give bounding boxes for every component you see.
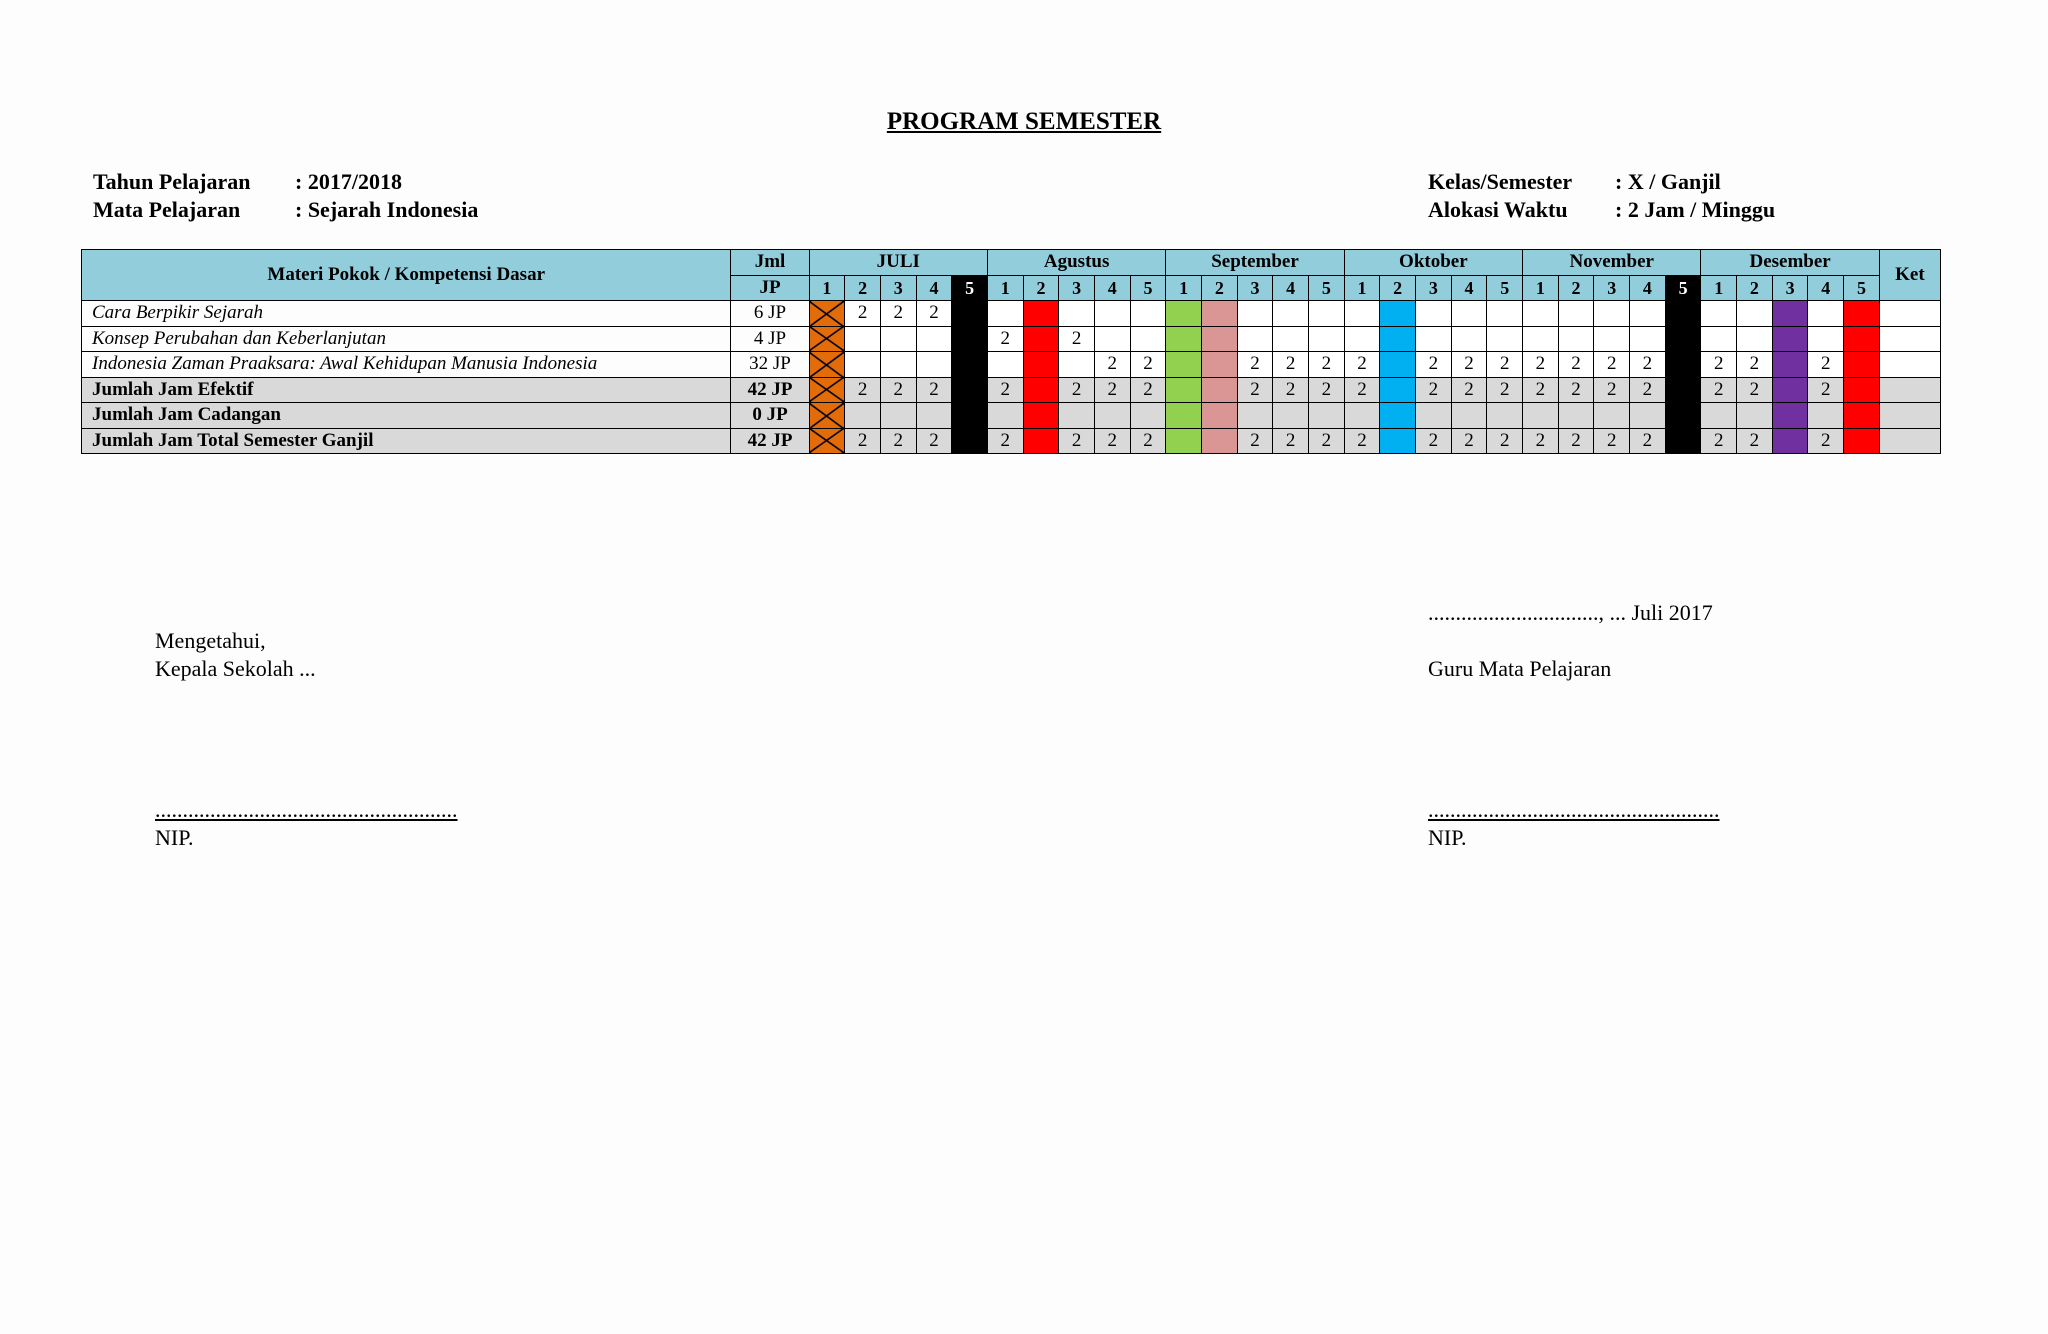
month-header: Agustus [987, 250, 1165, 276]
week-cell [952, 403, 988, 429]
week-cell: 2 [1273, 377, 1309, 403]
week-cell [1665, 326, 1701, 352]
week-header: 4 [916, 275, 952, 301]
week-cell [880, 326, 916, 352]
week-cell [1201, 326, 1237, 352]
week-header: 1 [987, 275, 1023, 301]
week-cell [1094, 301, 1130, 327]
week-cell: 2 [1451, 428, 1487, 454]
week-cell [987, 352, 1023, 378]
week-header: 1 [1166, 275, 1202, 301]
week-cell [1201, 352, 1237, 378]
week-cell [1630, 403, 1666, 429]
week-cell [1558, 326, 1594, 352]
week-cell [1166, 352, 1202, 378]
week-cell [1416, 403, 1452, 429]
week-cell [1273, 403, 1309, 429]
ket-cell [1879, 352, 1940, 378]
header-jp: JP [731, 275, 809, 301]
week-header: 5 [1309, 275, 1345, 301]
week-header: 2 [1380, 275, 1416, 301]
jp-cell: 42 JP [731, 428, 809, 454]
week-cell [1844, 377, 1880, 403]
info-right [1428, 168, 1775, 224]
week-cell [1130, 326, 1166, 352]
jp-cell: 32 JP [731, 352, 809, 378]
week-cell: 2 [1130, 377, 1166, 403]
materi-cell: Jumlah Jam Total Semester Ganjil [82, 428, 731, 454]
header-ket: Ket [1879, 250, 1940, 301]
materi-cell: Cara Berpikir Sejarah [82, 301, 731, 327]
info-left [93, 168, 478, 224]
week-cell [1059, 403, 1095, 429]
week-cell [1451, 403, 1487, 429]
week-cell [1309, 403, 1345, 429]
week-cell [1094, 403, 1130, 429]
week-cell [1273, 326, 1309, 352]
info-value: : Sejarah Indonesia [295, 197, 479, 222]
week-cell [1772, 352, 1808, 378]
info-label: Mata Pelajaran [93, 197, 241, 222]
week-cell: 2 [1130, 428, 1166, 454]
week-cell: 2 [1416, 352, 1452, 378]
week-header: 3 [1594, 275, 1630, 301]
week-cell [809, 352, 845, 378]
month-header: November [1523, 250, 1701, 276]
week-cell [1808, 403, 1844, 429]
week-cell: 2 [1094, 428, 1130, 454]
month-header: JULI [809, 250, 987, 276]
signature-date: ..............................., ... Juli 2017 [1428, 600, 1713, 625]
signature-left [155, 627, 316, 683]
week-cell: 2 [1237, 377, 1273, 403]
week-cell [1772, 326, 1808, 352]
week-header: 2 [1023, 275, 1059, 301]
week-cell [1237, 301, 1273, 327]
week-cell [952, 326, 988, 352]
week-cell: 2 [1094, 352, 1130, 378]
week-cell: 2 [1451, 352, 1487, 378]
week-cell [1380, 428, 1416, 454]
week-cell [1665, 428, 1701, 454]
week-header: 3 [880, 275, 916, 301]
week-cell: 2 [1416, 377, 1452, 403]
week-cell [1023, 403, 1059, 429]
week-cell [1166, 326, 1202, 352]
week-cell: 2 [1523, 428, 1559, 454]
week-header: 4 [1273, 275, 1309, 301]
week-cell [1772, 377, 1808, 403]
week-cell [1701, 403, 1737, 429]
week-cell [1130, 301, 1166, 327]
week-cell [1594, 301, 1630, 327]
week-cell [1844, 428, 1880, 454]
week-cell [1059, 301, 1095, 327]
week-cell [1094, 326, 1130, 352]
week-header: 5 [952, 275, 988, 301]
week-cell [1451, 326, 1487, 352]
week-cell: 2 [987, 428, 1023, 454]
week-cell: 2 [1558, 428, 1594, 454]
table-row [82, 301, 1941, 327]
week-cell [1630, 301, 1666, 327]
week-cell [880, 352, 916, 378]
week-cell [1487, 301, 1523, 327]
week-cell [1201, 301, 1237, 327]
week-cell: 2 [845, 428, 881, 454]
week-cell: 2 [1130, 352, 1166, 378]
week-header: 3 [1059, 275, 1095, 301]
info-label: Tahun Pelajaran [93, 169, 251, 194]
table-row [82, 326, 1941, 352]
week-cell: 2 [1487, 352, 1523, 378]
week-cell [1380, 403, 1416, 429]
week-cell: 2 [1309, 428, 1345, 454]
nip-label: NIP. [155, 825, 194, 850]
week-cell [1523, 301, 1559, 327]
week-cell [1558, 403, 1594, 429]
page-title: PROGRAM SEMESTER [886, 108, 1162, 135]
week-cell [809, 377, 845, 403]
week-cell [809, 403, 845, 429]
week-header: 4 [1808, 275, 1844, 301]
week-cell [1166, 301, 1202, 327]
week-header: 2 [1737, 275, 1773, 301]
week-header: 3 [1772, 275, 1808, 301]
week-cell: 2 [1594, 428, 1630, 454]
week-cell [809, 301, 845, 327]
summary-row [82, 428, 1941, 454]
mengetahui-label: Mengetahui, [155, 628, 266, 653]
info-row-mapel [93, 196, 478, 224]
summary-row [82, 403, 1941, 429]
info-label: Kelas/Semester [1428, 169, 1573, 194]
signature-line: ....................................................... [155, 797, 458, 822]
ket-cell [1879, 377, 1940, 403]
week-cell [1558, 301, 1594, 327]
week-cell [1772, 428, 1808, 454]
week-cell [845, 352, 881, 378]
summary-row [82, 377, 1941, 403]
week-cell [1665, 403, 1701, 429]
week-header: 1 [1344, 275, 1380, 301]
week-cell: 2 [1558, 352, 1594, 378]
month-header: Desember [1701, 250, 1879, 276]
jp-cell: 0 JP [731, 403, 809, 429]
week-cell [1844, 301, 1880, 327]
week-cell [1737, 301, 1773, 327]
jp-cell: 6 JP [731, 301, 809, 327]
week-cell [987, 403, 1023, 429]
month-header: Oktober [1344, 250, 1522, 276]
week-header: 5 [1665, 275, 1701, 301]
week-cell: 2 [1344, 428, 1380, 454]
week-header: 4 [1630, 275, 1666, 301]
materi-cell: Jumlah Jam Cadangan [82, 403, 731, 429]
week-cell [1416, 326, 1452, 352]
week-cell: 2 [1273, 428, 1309, 454]
week-cell [1808, 301, 1844, 327]
week-cell: 2 [916, 301, 952, 327]
materi-cell: Jumlah Jam Efektif [82, 377, 731, 403]
week-header: 1 [1523, 275, 1559, 301]
week-cell: 2 [1273, 352, 1309, 378]
week-cell: 2 [1309, 377, 1345, 403]
week-cell [952, 428, 988, 454]
week-header: 5 [1844, 275, 1880, 301]
week-cell: 2 [1059, 428, 1095, 454]
week-cell [1309, 301, 1345, 327]
week-cell [880, 403, 916, 429]
week-cell [1772, 301, 1808, 327]
week-cell: 2 [1237, 352, 1273, 378]
semester-table [81, 249, 1941, 454]
week-cell: 2 [1451, 377, 1487, 403]
jp-cell: 4 JP [731, 326, 809, 352]
week-cell [1380, 301, 1416, 327]
week-cell: 2 [1059, 326, 1095, 352]
week-cell: 2 [1558, 377, 1594, 403]
week-cell [1201, 428, 1237, 454]
info-label: Alokasi Waktu [1428, 197, 1568, 222]
signature-left-name [155, 796, 458, 852]
week-cell [1166, 428, 1202, 454]
nip-label: NIP. [1428, 825, 1467, 850]
week-cell [1737, 403, 1773, 429]
week-cell [952, 352, 988, 378]
week-header: 2 [1201, 275, 1237, 301]
week-cell: 2 [1808, 352, 1844, 378]
week-header: 4 [1451, 275, 1487, 301]
ket-cell [1879, 403, 1940, 429]
week-cell: 2 [1701, 428, 1737, 454]
week-cell [1059, 352, 1095, 378]
header-jml: Jml [731, 250, 809, 276]
week-cell: 2 [1059, 377, 1095, 403]
week-cell: 2 [1737, 377, 1773, 403]
week-cell [1023, 326, 1059, 352]
week-cell: 2 [1808, 428, 1844, 454]
week-cell: 2 [1344, 377, 1380, 403]
week-cell [1273, 301, 1309, 327]
week-cell: 2 [1737, 352, 1773, 378]
week-cell [1701, 301, 1737, 327]
week-header: 1 [809, 275, 845, 301]
week-header: 2 [845, 275, 881, 301]
week-cell: 2 [987, 377, 1023, 403]
week-cell [952, 301, 988, 327]
week-cell [1487, 326, 1523, 352]
week-cell [1737, 326, 1773, 352]
week-cell [1808, 326, 1844, 352]
info-value: : 2 Jam / Minggu [1615, 197, 1776, 222]
week-cell [845, 403, 881, 429]
week-header: 4 [1094, 275, 1130, 301]
week-cell [1630, 326, 1666, 352]
week-cell: 2 [1523, 377, 1559, 403]
week-cell [1023, 352, 1059, 378]
materi-cell: Konsep Perubahan dan Keberlanjutan [82, 326, 731, 352]
materi-cell: Indonesia Zaman Praaksara: Awal Kehidupan Manusia Indonesia [82, 352, 731, 378]
signature-line: ..................................................... [1428, 797, 1720, 822]
ket-cell [1879, 326, 1940, 352]
week-cell: 2 [1487, 377, 1523, 403]
week-header: 3 [1237, 275, 1273, 301]
week-cell: 2 [1808, 377, 1844, 403]
info-row-alokasi [1428, 196, 1775, 224]
kepala-sekolah-label: Kepala Sekolah ... [155, 656, 316, 681]
week-cell [1523, 326, 1559, 352]
week-cell [1451, 301, 1487, 327]
week-cell [916, 352, 952, 378]
info-row-kelas [1428, 168, 1775, 196]
week-cell [952, 377, 988, 403]
week-cell [1844, 326, 1880, 352]
week-cell: 2 [1630, 352, 1666, 378]
week-header: 5 [1130, 275, 1166, 301]
signature-right-name [1428, 796, 1720, 852]
week-cell [1487, 403, 1523, 429]
week-cell: 2 [916, 428, 952, 454]
week-cell [1380, 377, 1416, 403]
guru-label: Guru Mata Pelajaran [1428, 656, 1612, 681]
info-value: : 2017/2018 [295, 169, 402, 194]
week-cell [1701, 326, 1737, 352]
info-value: : X / Ganjil [1615, 169, 1721, 194]
header-materi: Materi Pokok / Kompetensi Dasar [82, 250, 731, 301]
week-cell [1344, 301, 1380, 327]
week-cell: 2 [1237, 428, 1273, 454]
week-cell [1523, 403, 1559, 429]
week-cell [1594, 403, 1630, 429]
week-cell: 2 [1487, 428, 1523, 454]
week-cell [1023, 377, 1059, 403]
week-cell [1166, 377, 1202, 403]
week-cell [1380, 352, 1416, 378]
week-cell [1237, 326, 1273, 352]
week-cell [987, 301, 1023, 327]
week-cell [1594, 326, 1630, 352]
week-cell: 2 [916, 377, 952, 403]
week-cell: 2 [880, 301, 916, 327]
week-cell: 2 [1630, 428, 1666, 454]
week-header: 2 [1558, 275, 1594, 301]
week-cell [1665, 352, 1701, 378]
week-cell [1201, 403, 1237, 429]
week-header: 5 [1487, 275, 1523, 301]
week-cell: 2 [987, 326, 1023, 352]
month-header: September [1166, 250, 1344, 276]
week-cell [809, 326, 845, 352]
week-cell: 2 [1701, 377, 1737, 403]
week-cell [1309, 326, 1345, 352]
week-cell [1416, 301, 1452, 327]
jp-cell: 42 JP [731, 377, 809, 403]
week-cell: 2 [1630, 377, 1666, 403]
week-cell [1344, 403, 1380, 429]
week-cell [1665, 301, 1701, 327]
week-cell: 2 [1344, 352, 1380, 378]
week-cell [1772, 403, 1808, 429]
week-cell: 2 [1701, 352, 1737, 378]
table-row [82, 352, 1941, 378]
week-cell [1166, 403, 1202, 429]
week-cell [1130, 403, 1166, 429]
week-cell: 2 [1309, 352, 1345, 378]
week-header: 3 [1416, 275, 1452, 301]
week-cell [1344, 326, 1380, 352]
week-cell: 2 [845, 377, 881, 403]
week-cell: 2 [880, 428, 916, 454]
ket-cell [1879, 301, 1940, 327]
week-cell [1237, 403, 1273, 429]
week-cell: 2 [845, 301, 881, 327]
week-header: 1 [1701, 275, 1737, 301]
week-cell: 2 [1594, 352, 1630, 378]
week-cell [916, 326, 952, 352]
week-cell: 2 [1523, 352, 1559, 378]
week-cell: 2 [1416, 428, 1452, 454]
week-cell [809, 428, 845, 454]
week-cell [916, 403, 952, 429]
week-cell [1665, 377, 1701, 403]
week-cell [1023, 301, 1059, 327]
week-cell [1380, 326, 1416, 352]
week-cell [1844, 403, 1880, 429]
week-cell [1201, 377, 1237, 403]
week-cell: 2 [1094, 377, 1130, 403]
week-cell: 2 [1594, 377, 1630, 403]
week-cell: 2 [880, 377, 916, 403]
week-cell [845, 326, 881, 352]
info-row-tahun [93, 168, 478, 196]
week-cell [1844, 352, 1880, 378]
ket-cell [1879, 428, 1940, 454]
week-cell: 2 [1737, 428, 1773, 454]
week-cell [1023, 428, 1059, 454]
